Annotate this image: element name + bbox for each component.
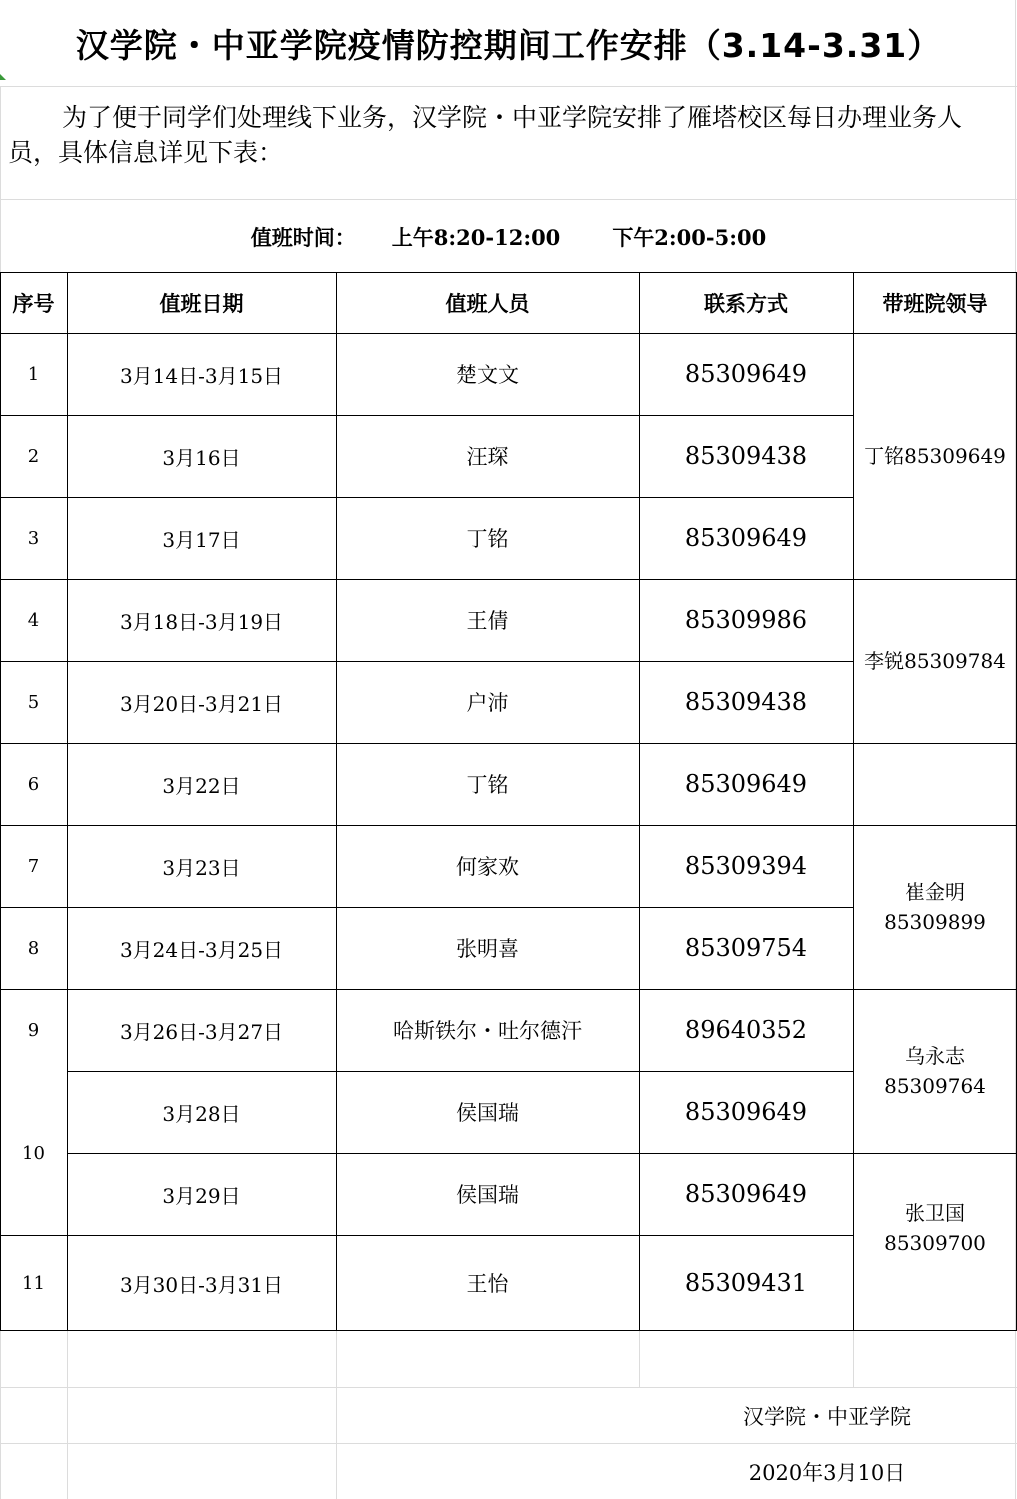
header-no: 序号 (12, 291, 55, 316)
table-border (0, 743, 1017, 744)
duty-hours-afternoon: 下午2:00-5:00 (612, 225, 767, 250)
header-date: 值班日期 (159, 291, 244, 316)
row-date: 3月23日 (162, 855, 241, 880)
table-border (639, 272, 640, 1331)
row-phone: 85309649 (684, 770, 808, 798)
row-person: 丁铭 (466, 773, 509, 797)
leader-cell (853, 989, 1017, 1153)
leader-name: 李锐85309784 (864, 649, 1006, 673)
row-no: 7 (27, 855, 40, 877)
gridline (0, 199, 1017, 200)
row-date: 3月22日 (162, 773, 241, 798)
row-phone: 85309649 (684, 524, 808, 552)
row-phone: 89640352 (684, 1016, 808, 1044)
leader-phone: 85309764 (884, 1074, 986, 1098)
table-border (0, 661, 853, 662)
table-border (0, 415, 853, 416)
row-date: 3月30日-3月31日 (119, 1272, 284, 1297)
row-person: 何家欢 (456, 855, 519, 879)
duty-table (0, 272, 1017, 1331)
table-border (67, 1071, 853, 1072)
header-leader: 带班院领导 (882, 291, 988, 316)
table-border (0, 272, 1017, 273)
table-border (0, 989, 1017, 990)
table-border (0, 1235, 853, 1236)
duty-hours-morning: 上午8:20-12:00 (391, 225, 561, 250)
row-date: 3月14日-3月15日 (119, 363, 284, 388)
row-phone: 85309754 (684, 934, 808, 962)
leader-name: 张卫国 (905, 1201, 965, 1225)
row-date: 3月28日 (162, 1101, 241, 1126)
gridline (0, 86, 1017, 87)
row-date: 3月18日-3月19日 (119, 609, 284, 634)
gridline (336, 1331, 337, 1499)
leader-phone: 85309700 (884, 1231, 986, 1255)
footer-org: 汉学院・中亚学院 (743, 1404, 911, 1429)
notice-text: 为了便于同学们处理线下业务，汉学院・中亚学院安排了雁塔校区每日办理业务人员，具体信息详见下表： (8, 103, 963, 167)
table-border (0, 272, 1, 1331)
row-no: 6 (27, 773, 40, 795)
row-no: 1 (27, 363, 40, 385)
row-person: 张明喜 (456, 937, 519, 961)
row-date: 3月26日-3月27日 (119, 1019, 284, 1044)
row-date: 3月17日 (162, 527, 241, 552)
header-person: 值班人员 (445, 291, 530, 316)
row-person: 王怡 (466, 1272, 509, 1296)
row-phone: 85309649 (684, 1180, 808, 1208)
row-person: 户沛 (466, 691, 509, 715)
row-person: 汪琛 (466, 445, 509, 469)
cell-corner-marker (0, 74, 6, 80)
leader-cell (853, 825, 1017, 989)
row-no: 8 (27, 937, 40, 959)
row-no: 4 (27, 609, 40, 631)
row-phone: 85309649 (684, 360, 808, 388)
table-border (0, 333, 1017, 334)
header-contact: 联系方式 (704, 291, 788, 316)
row-phone: 85309649 (684, 1098, 808, 1126)
gridline (853, 1331, 854, 1387)
row-person: 侯国瑞 (456, 1101, 519, 1125)
gridline (0, 1331, 1, 1499)
row-no-merged: 10 (22, 1142, 45, 1164)
duty-hours (0, 218, 1017, 258)
row-phone: 85309438 (684, 442, 808, 470)
table-border (0, 579, 1017, 580)
row-person: 丁铭 (466, 527, 509, 551)
leader-cell (853, 1153, 1017, 1303)
leader-name: 乌永志 (905, 1044, 965, 1068)
table-border (67, 272, 68, 1331)
footer-date: 2020年3月10日 (748, 1460, 906, 1485)
leader-name: 丁铭85309649 (864, 444, 1006, 468)
gridline (639, 1331, 640, 1387)
table-border (0, 497, 853, 498)
row-no: 9 (27, 1019, 40, 1041)
page-title: 汉学院・中亚学院疫情防控期间工作安排（3.14-3.31） (75, 25, 942, 65)
row-date: 3月29日 (162, 1183, 241, 1208)
row-no: 11 (22, 1272, 45, 1294)
gridline (67, 1331, 68, 1499)
leader-cell (853, 333, 1017, 579)
row-person: 楚文文 (456, 363, 519, 387)
row-date: 3月16日 (162, 445, 241, 470)
table-border (67, 1153, 1017, 1154)
table-border (0, 825, 1017, 826)
table-border (853, 272, 854, 1331)
table-border (336, 272, 337, 1331)
row-phone: 85309394 (684, 852, 808, 880)
table-border (0, 1330, 1017, 1331)
row-person: 哈斯铁尔・吐尔德汗 (393, 1019, 582, 1043)
row-date: 3月24日-3月25日 (119, 937, 284, 962)
row-no: 5 (27, 691, 40, 713)
duty-hours-label: 值班时间： (250, 225, 356, 250)
row-phone: 85309438 (684, 688, 808, 716)
row-date: 3月20日-3月21日 (119, 691, 284, 716)
row-phone: 85309986 (684, 606, 808, 634)
row-no: 3 (27, 527, 40, 549)
row-person: 侯国瑞 (456, 1183, 519, 1207)
leader-name: 崔金明 (905, 880, 965, 904)
row-phone: 85309431 (684, 1269, 808, 1297)
row-person: 王倩 (466, 609, 509, 633)
leader-cell (853, 579, 1017, 743)
row-no: 2 (27, 445, 40, 467)
leader-phone: 85309899 (884, 910, 986, 934)
table-border (0, 907, 853, 908)
